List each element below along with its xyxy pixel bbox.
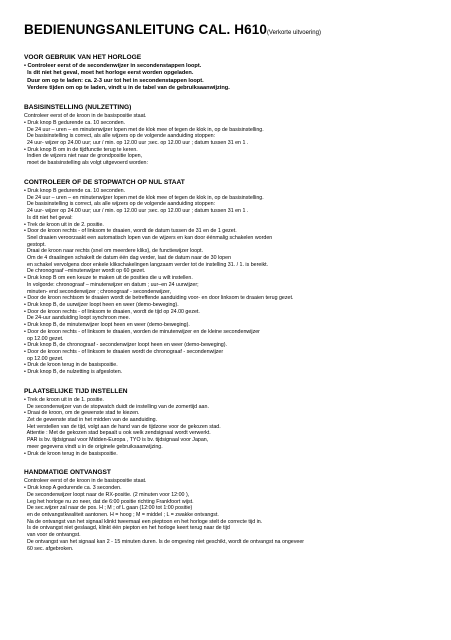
section-line: meer gegevens vindt u in de originele gebruiksaanwijzing.: [24, 443, 163, 450]
section-line: • Controleer eerst of de secondenwijzer in secondenstappen loopt.: [24, 63, 202, 70]
section-line: en de ontvangstkwaliteit aantonen. H = hoog ; M = middel ; L = zwakke ontvangst.: [24, 511, 219, 518]
section-line: • Druk de kroon terug in de basispositie.: [24, 362, 118, 369]
section-line: Controleer eerst of de kroon in de basispositie staat.: [24, 478, 147, 485]
section-heading: CONTROLEER OF DE STOPWATCH OP NUL STAAT: [24, 178, 185, 186]
section-line: • Druk knop B, de minutenwijzer loopt heen en weer (demo-beweging).: [24, 322, 190, 329]
section-line: De 24 uur – uren – en minutenwijzer lopen met de klok mee of tegen de klok in, op de basisinstelling.: [24, 126, 264, 133]
section-line: op 12.00 gezet.: [24, 335, 64, 342]
section-line: De basisinstelling is correct, als alle wijzers op de volgende aanduiding stoppen:: [24, 201, 216, 208]
section-line: 24 uur- wijzer op 24.00 uur; uur / min. op 12.00 uur ;sec. op 12.00 uur ; datum tussen 31 en 1 .: [24, 140, 249, 147]
section-line: • Door de kroon rechts - of linksom te draaien, wordt de tijd op 24.00 gezet.: [24, 308, 200, 315]
section-heading: VOOR GEBRUIK VAN HET HORLOGE: [24, 54, 142, 61]
section-line: van voor de ontvangst.: [24, 532, 81, 539]
section-line: De secondenwijzer van de stopwatch duidt de instelling van de zomertijd aan.: [24, 403, 209, 410]
section-line: • Druk knop B, de nulzetting is afgesloten.: [24, 369, 123, 376]
section-line: • Druk knop A gedurende ca. 3 seconden.: [24, 485, 122, 492]
section-line: • Druk de kroon terug in de basispositie.: [24, 450, 118, 457]
section-line: • Druk knop B gedurende ca. 10 seconden.: [24, 188, 126, 195]
section-line: 24 uur- wijzer op 24.00 uur; uur / min. op 12.00 uur ;sec. op 12.00 uur ; datum tussen 31 en 1 .: [24, 208, 249, 215]
section-line: Zet de gewenste stad in het midden van de aanduiding.: [24, 417, 158, 424]
section-line: • Door de kroon rechts - of linksom te draaien, wordt de datum tussen de 31 en de 1 gezet.: [24, 228, 237, 235]
section-line: • Druk knop B om in de tijdfunctie terug te keren.: [24, 146, 138, 153]
section-line: • Druk knop B, de chronograaf - secondenwijzer loopt heen en weer (demo-beweging).: [24, 342, 227, 349]
section-line: op 12.00 gezet.: [24, 355, 64, 362]
section-line: De secondenwijzer loopt naar de RX-positie. (2 minuten voor 12:00 ),: [24, 491, 190, 498]
section-line: • Door de kroon rechts - of linksom te draaien wordt de chronograaf - secondenwijzer: [24, 348, 224, 355]
section-line: De ontvangst van het signaal kan 2 - 15 minuten duren. Is de omgeving niet geschikt, wordt de ontvangst na ongeveer: [24, 538, 305, 545]
section-line: • Trek de kroon uit in de 2. positie.: [24, 221, 104, 228]
section-line: • Trek de kroon uit in de 1. positie.: [24, 396, 104, 403]
section-line: 60 sec. afgebroken.: [24, 545, 74, 552]
section-basic-setting: [24, 104, 434, 167]
section-line: Duur om op te laden: ca. 2-3 uur tot het in secondenstappen loopt.: [24, 77, 204, 84]
section-manual-reception: [24, 469, 434, 552]
section-stopwatch-zero: [24, 179, 434, 376]
section-line: Controleer eerst of de kroon in de basispositie staat.: [24, 113, 147, 120]
section-line: Om de 4 draaiingen schakelt de datum één dag verder, laat de datum naar de 30 lopen: [24, 255, 232, 262]
manual-page: [24, 22, 434, 552]
section-line: • Door de kroon rechts - of linksom te draaien, worden de minutenwijzer en de kleine secondenwijzer: [24, 328, 260, 335]
section-line: • Draai de kroon, om de gewenste stad te kiezen.: [24, 410, 140, 417]
section-heading: BASISINSTELLING (NULZETTING): [24, 104, 132, 112]
section-line: De chronograaf –minutenwijzer wordt op 60 gezet.: [24, 268, 146, 275]
section-local-time: [24, 388, 434, 458]
section-line: Na de ontvangst van het signaal klinkt tweemaal een pieptoon en het horloge stelt de correcte tijd in.: [24, 518, 263, 525]
section-line: De basisinstelling is correct, als alle wijzers op de volgende aanduiding stoppen:: [24, 133, 216, 140]
section-line: De 24 uur – uren – en minutenwijzer lopen met de klok mee of tegen de klok in, op de basisinstelling.: [24, 194, 264, 201]
section-line: gestopt.: [24, 241, 46, 248]
section-line: Is dit niet het geval:: [24, 214, 73, 221]
section-before-use: [24, 54, 434, 92]
section-line: moet de basisinstelling als volgt uitgevoerd worden:: [24, 160, 148, 167]
section-heading: HANDMATIGE ONTVANGST: [24, 469, 111, 477]
section-heading: PLAATSELIJKE TIJD INSTELLEN: [24, 387, 128, 395]
section-line: Snel draaien veroorzaakt een automatisch lopen van de wijzers en kan door éénmalig schakelen worden: [24, 234, 273, 241]
section-line: PAR is bv. tijdsignaal voor Midden-Europa , TYO is bv. tijdsignaal voor Japan,: [24, 437, 209, 444]
section-line: Attentie : Met de gekozen stad bepaalt u ook welk zendsignaal wordt verwerkt.: [24, 430, 211, 437]
section-line: De 24-uur aanduiding loopt synchroon mee.: [24, 315, 131, 322]
title-main: BEDIENUNGSANLEITUNG CAL. H610: [24, 22, 267, 37]
section-line: Het verstellen van de tijd, volgt aan de hand van de tijdzone voor de gekozen stad.: [24, 423, 221, 430]
section-line: • Druk knop B gedurende ca. 10 seconden.: [24, 119, 126, 126]
title-suffix: (Verkorte uitvoering): [266, 30, 321, 36]
section-line: • Druk knop B om een keuze te maken uit de posities die u wilt instellen.: [24, 275, 193, 282]
section-line: In volgorde: chronograaf – minutenwijzer en datum ; uur–en 24 uurwijzer;: [24, 281, 199, 288]
section-line: • Druk knop B, de uurwijzer loopt heen en weer (demo-beweging).: [24, 302, 179, 308]
section-line: Draai de kroon naar rechts (snel om meerdere kliks), de functiewijzer loopt.: [24, 248, 203, 255]
section-line: Leg het horloge nu zo neer, dat de 6:00 positie richting Frankfoort wijst.: [24, 498, 194, 505]
section-line: • Door de kroon rechtsom te draaien wordt de betreffende aanduiding voor- en door linksom te draaien terug gezet.: [24, 295, 294, 302]
document-title: [24, 22, 434, 41]
section-line: Verdere tijden om op te laden, vindt u in de tabel van de gebruiksaanwijzing.: [24, 84, 230, 91]
section-line: De sec.wijzer zal naar de pos. H ; M ; of L gaan (12:00 tot 1:00 positie): [24, 505, 193, 512]
section-line: Is de ontvangst niet geslaagd, klinkt één piepton en het horloge keert terug naar de tijd: [24, 525, 230, 532]
section-line: Is dit niet het geval, moet het horloge eerst worden opgeladen.: [24, 70, 194, 77]
section-line: minuten- end secondenwijzer ; chronograaf - secondenwijzer,: [24, 288, 171, 295]
section-line: Indien de wijzers niet naar de grondpositie lopen,: [24, 153, 143, 160]
section-line: en schakel vervolgens door enkele klikschakelingen langzaam verder tot de instelling 31. / 1. is bereikt.: [24, 261, 269, 268]
